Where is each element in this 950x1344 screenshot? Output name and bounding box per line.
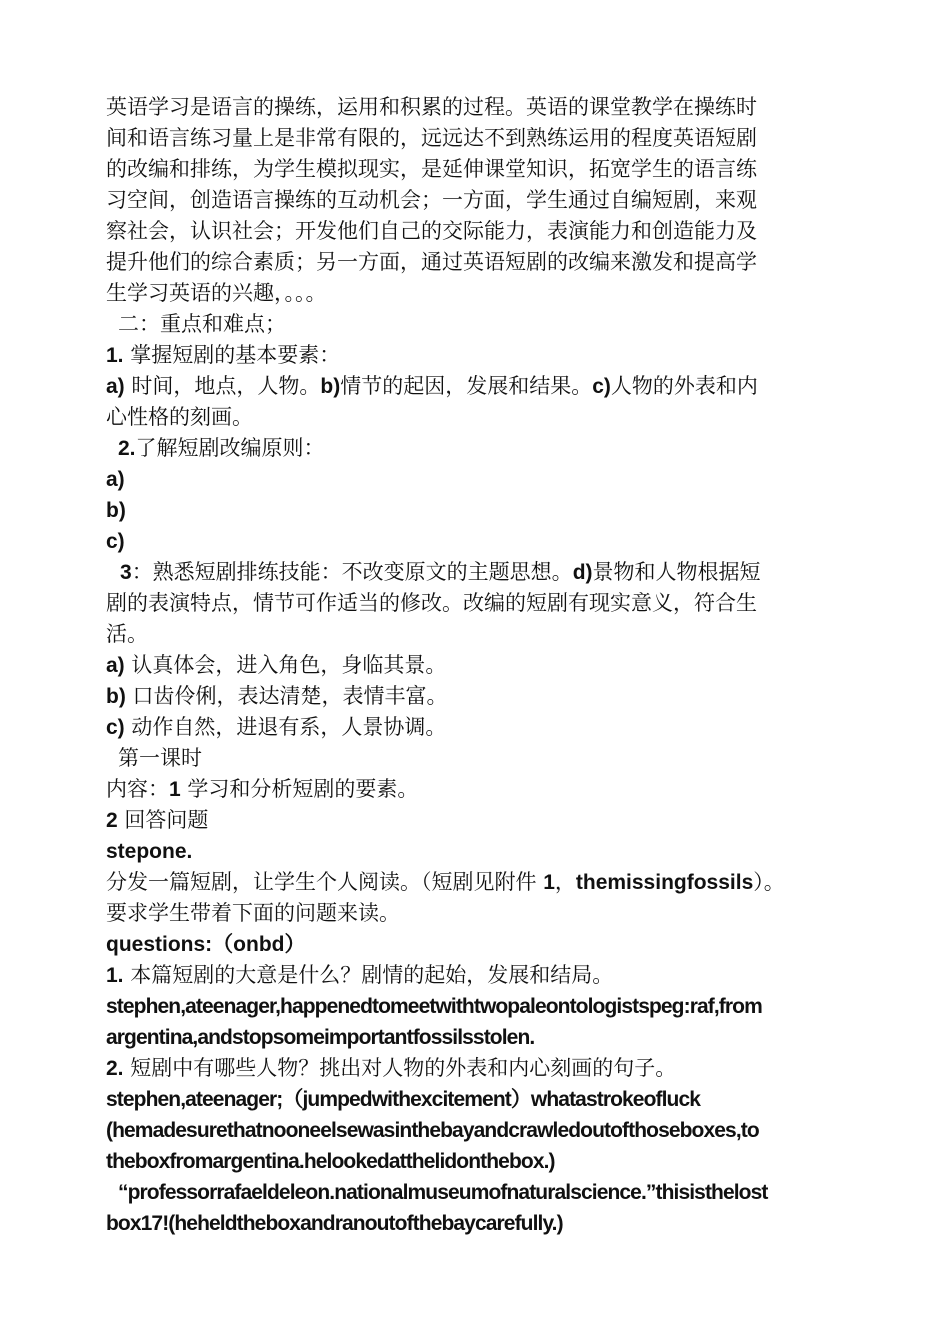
distribute-text: 分发一篇短剧，让学生个人阅读。（短剧见附件: [106, 870, 544, 894]
answer-line: argentina,andstopsomeimportantfossilsstolen.: [106, 1026, 535, 1049]
question-2: [106, 1053, 846, 1084]
require-line: 要求学生带着下面的问题来读。: [106, 901, 400, 925]
point-2: [106, 433, 846, 464]
item-label: c): [592, 375, 611, 398]
point-3: [106, 557, 846, 588]
item-label: b): [106, 685, 126, 708]
lesson-heading: 第一课时: [118, 746, 202, 770]
blank-item: c): [106, 530, 125, 553]
point-1-number: 1.: [106, 344, 124, 367]
play-title: themissingfossils: [575, 871, 754, 894]
point-3-cont: 剧的表演特点，情节可作适当的修改。改编的短剧有现实意义，符合生: [106, 591, 757, 615]
step-heading: stepone.: [106, 840, 193, 863]
distribute-text: ）。: [753, 870, 785, 894]
point-3-number: 3: [120, 561, 132, 584]
intro-line: 察社会，认识社会；开发他们自己的交际能力，表演能力和创造能力及: [106, 219, 757, 243]
answer-line: stephen,ateenager,happenedtomeetwithtwopaleontologistspeg:raf,from: [106, 995, 762, 1018]
item-text: 人物的外表和内: [610, 374, 758, 398]
content-line: [106, 774, 846, 805]
question-number: 2.: [106, 1057, 124, 1080]
distribute-line: [106, 867, 846, 898]
content-text: 学习和分析短剧的要素。: [180, 777, 419, 801]
item-text: 认真体会，进入角色，身临其景。: [124, 653, 447, 677]
intro-line: 生学习英语的兴趣，。。。: [106, 281, 327, 305]
intro-line: 的改编和排练，为学生模拟现实，是延伸课堂知识，拓宽学生的语言练: [106, 157, 757, 181]
attachment-number: 1: [543, 871, 555, 894]
content-number: 1: [169, 778, 181, 801]
document-body: [106, 92, 846, 1239]
intro-line: 英语学习是语言的操练，运用和积累的过程。英语的课堂教学在操练时: [106, 95, 757, 119]
content-text: 回答问题: [117, 808, 209, 832]
item-label: c): [106, 716, 125, 739]
item-label: d): [572, 561, 593, 584]
content-number: 2: [106, 809, 118, 832]
intro-paragraph: [106, 92, 846, 309]
item-text: 景物和人物根据短: [592, 560, 761, 584]
section-heading: 二：重点和难点；: [118, 312, 286, 336]
question-number: 1.: [106, 964, 124, 987]
item-text: 动作自然，进退有系，人景协调。: [124, 715, 447, 739]
question-text: 本篇短剧的大意是什么？剧情的起始，发展和结局。: [123, 963, 614, 987]
answer-line: “professorrafaeldeleon.nationalmuseumofnaturalscience.”thisisthelost: [118, 1181, 768, 1204]
point-2-number: 2.: [118, 437, 136, 460]
point-1-detail-cont: 心性格的刻画。: [106, 405, 253, 429]
point-1: [106, 340, 846, 371]
item-text: 情节的起因，发展和结果。: [340, 374, 593, 398]
content-prefix: 内容：: [106, 777, 169, 801]
intro-line: 习空间，创造语言操练的互动机会；一方面，学生通过自编短剧，来观: [106, 188, 757, 212]
point-3-cont: 活。: [106, 622, 148, 646]
point-3-text: ：熟悉短剧排练技能：不改变原文的主题思想。: [131, 560, 573, 584]
blank-item: a): [106, 468, 125, 491]
skill-item: [106, 712, 846, 743]
item-text: 口齿伶俐，表达清楚，表情丰富。: [125, 684, 448, 708]
distribute-text: ，: [554, 870, 576, 894]
question-1: [106, 960, 846, 991]
point-1-text: 掌握短剧的基本要素：: [123, 343, 341, 367]
answer-line: stephen,ateenager;（jumpedwithexcitement）whatastrokeofluck: [106, 1088, 701, 1111]
skill-item: [106, 681, 846, 712]
content-line: [106, 805, 846, 836]
intro-line: 间和语言练习量上是非常有限的，远远达不到熟练运用的程度英语短剧: [106, 126, 757, 150]
answer-line: (hemadesurethatnooneelsewasinthebayandcrawledoutofthoseboxes,to: [106, 1119, 759, 1142]
skill-item: [106, 650, 846, 681]
point-1-detail: [106, 371, 846, 402]
intro-line: 提升他们的综合素质；另一方面，通过英语短剧的改编来激发和提高学: [106, 250, 757, 274]
item-label: a): [106, 654, 125, 677]
question-text: 短剧中有哪些人物？挑出对人物的外表和内心刻画的句子。: [123, 1056, 677, 1080]
answer-line: theboxfromargentina.helookedatthelidonthebox.): [106, 1150, 555, 1173]
answer-line: box17!(heheldtheboxandranoutofthebaycarefully.): [106, 1212, 563, 1235]
questions-label: questions:（onbd）: [106, 933, 306, 956]
point-2-text: 了解短剧改编原则：: [135, 436, 325, 460]
blank-item: b): [106, 499, 126, 522]
item-label: b): [320, 375, 341, 398]
item-label: a): [106, 375, 125, 398]
item-text: 时间，地点，人物。: [124, 374, 321, 398]
